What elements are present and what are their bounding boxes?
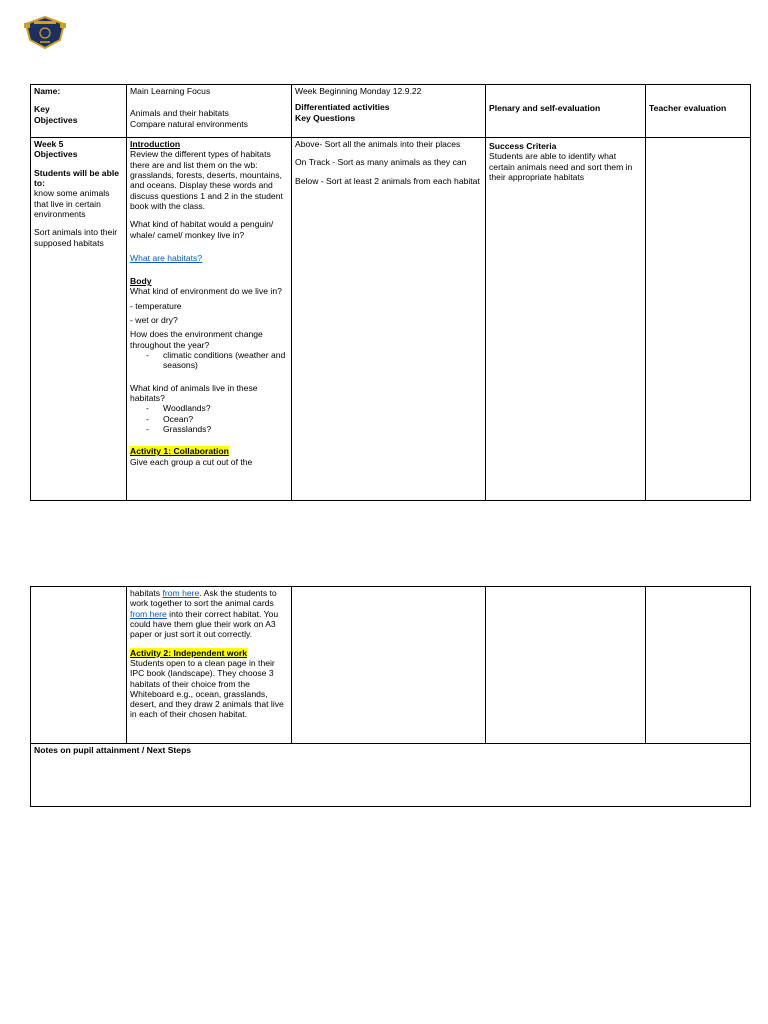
objectives-cell xyxy=(31,138,127,501)
notes-row xyxy=(31,744,751,807)
continued-lesson-cell xyxy=(127,587,292,744)
on-track-activity: On Track - Sort as many animals as they can xyxy=(295,157,467,168)
introduction-text: Review the different types of habitats there are and list them on the wb: grasslands, forests, deserts, mountains, and oceans. Display these words and discuss questions 1 and 2 in the student book with the class. xyxy=(130,149,283,211)
name-cell xyxy=(31,85,127,138)
objectives-heading: Objectives xyxy=(34,149,78,160)
plenary-cell xyxy=(486,138,646,501)
focus-cell xyxy=(127,85,292,138)
what-are-habitats-link[interactable]: What are habitats? xyxy=(130,252,203,263)
body-question-3: What kind of animals live in these habitats? xyxy=(130,382,258,403)
students-will-label: Students will be able to: xyxy=(34,167,119,188)
week-cell xyxy=(292,85,486,138)
teacher-eval-label: Teacher evaluation xyxy=(649,103,727,113)
name-label: Name: xyxy=(34,86,61,96)
activity-1-heading: Activity 1: Collaboration xyxy=(130,446,229,457)
continued-plenary-cell xyxy=(486,587,646,744)
body-heading: Body xyxy=(130,276,152,287)
content-row xyxy=(31,138,751,501)
woodlands-item: - Woodlands? xyxy=(146,403,211,414)
habitat-question: What kind of habitat would a penguin/ whale/ camel/ monkey live in? xyxy=(130,219,274,240)
focus-label: Main Learning Focus xyxy=(130,86,211,96)
lesson-plan-continued-table xyxy=(30,586,751,807)
lesson-cell xyxy=(127,138,292,501)
body-question-1: What kind of environment do we live in? xyxy=(130,286,282,297)
key-questions-label: Key Questions xyxy=(295,112,356,123)
grasslands-item: - Grasslands? xyxy=(146,423,212,434)
school-crest-logo xyxy=(22,14,68,50)
differentiated-cell xyxy=(292,138,486,501)
from-here-link-1[interactable]: from here xyxy=(162,588,200,598)
teacher-eval-header-cell xyxy=(646,85,751,138)
focus-line-1: Animals and their habitats xyxy=(130,108,229,119)
activity-1-continued: habitats from here. Ask the students to work together to sort the animal cards from here into their correct habitat. You could have them glue their work on A3 paper or just sort it out correctly. xyxy=(130,588,279,640)
climatic-item: - climatic conditions (weather and seasons) xyxy=(146,350,286,371)
from-here-link-2[interactable]: from here xyxy=(130,608,167,619)
continued-teacher-eval-cell xyxy=(646,587,751,744)
week-beginning: Week Beginning Monday 12.9.22 xyxy=(295,86,422,96)
above-activity: Above- Sort all the animals into their places xyxy=(295,139,461,149)
activity-2-text: Students open to a clean page in their IPC book (landscape). They choose 3 habitats of their choice from the Whiteboard e.g., ocean, grasslands, desert, and they draw 2 animals that live in each of their chosen habitat. xyxy=(130,657,284,720)
introduction-heading: Introduction xyxy=(130,139,181,149)
objectives-label: Objectives xyxy=(34,114,78,125)
activity-1-text: Give each group a cut out of the xyxy=(130,456,253,467)
lesson-plan-table xyxy=(30,84,751,501)
key-label: Key xyxy=(34,104,50,115)
success-criteria-heading: Success Criteria xyxy=(489,141,557,151)
below-activity: Below - Sort at least 2 animals from each habitat xyxy=(295,175,480,186)
objective-2: Sort animals into their supposed habitats xyxy=(34,227,118,248)
wet-dry-item: - wet or dry? xyxy=(130,315,178,326)
focus-line-2: Compare natural environments xyxy=(130,118,248,129)
activity-2-heading: Activity 2: Independent work xyxy=(130,647,247,658)
success-criteria-text: Students are able to identify what certain animals need and sort them in their appropriate habitats xyxy=(489,151,633,182)
objective-1: know some animals that live in certain environments xyxy=(34,188,110,219)
plenary-header-cell xyxy=(486,85,646,138)
notes-cell[interactable] xyxy=(31,744,751,807)
ocean-item: - Ocean? xyxy=(146,413,194,424)
plenary-label: Plenary and self-evaluation xyxy=(489,103,601,113)
continued-differentiated-cell xyxy=(292,587,486,744)
teacher-eval-cell xyxy=(646,138,751,501)
continued-objectives-cell xyxy=(31,587,127,744)
notes-heading: Notes on pupil attainment / Next Steps xyxy=(34,745,192,755)
body-question-2: How does the environment change throughout the year? xyxy=(130,329,263,350)
header-row xyxy=(31,85,751,138)
week-number: Week 5 xyxy=(34,139,64,149)
continued-row xyxy=(31,587,751,744)
diff-activities-label: Differentiated activities xyxy=(295,102,390,113)
temperature-item: - temperature xyxy=(130,300,182,311)
